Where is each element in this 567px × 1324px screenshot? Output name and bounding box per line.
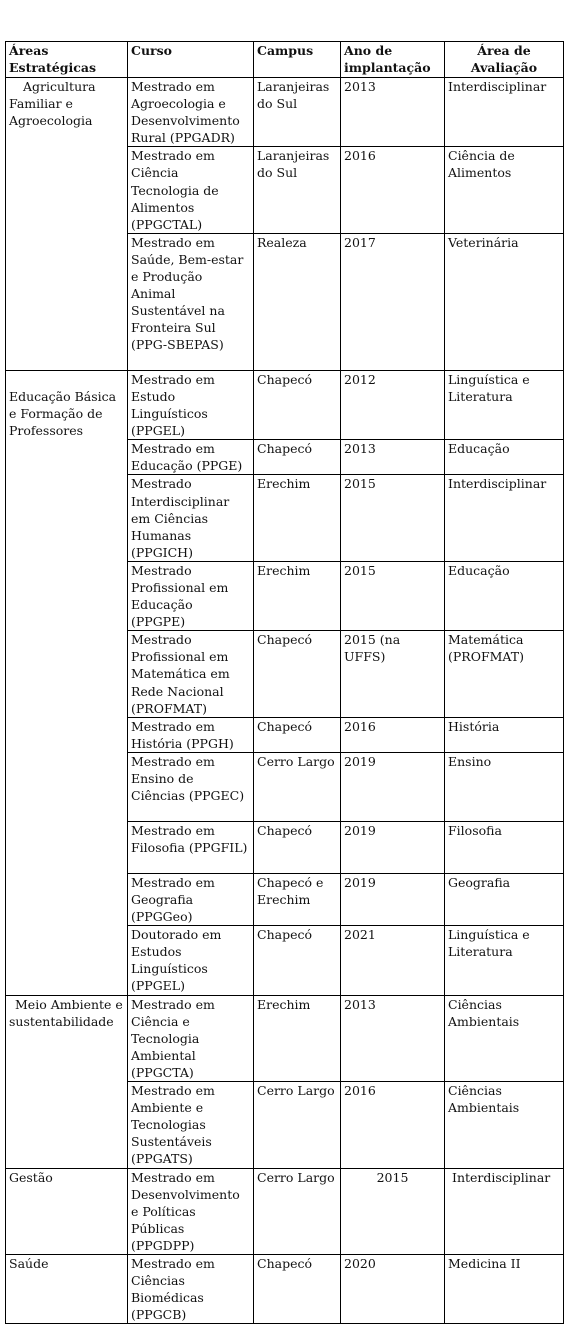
campus-cell: Cerro Largo [254,1168,341,1254]
campus-cell: Realeza [254,233,341,370]
campus-cell: Laranjeiras do Sul [254,147,341,233]
campus-cell: Chapecó [254,821,341,873]
table-row [6,78,564,147]
campus-cell: Chapecó [254,440,341,475]
course-cell: Mestrado em Educação (PPGE) [128,440,254,475]
year-cell: 2015 [341,561,445,630]
area-cell-health: Saúde [6,1254,128,1323]
evaluation-cell: Linguística e Literatura [445,926,564,995]
header-year: Ano de implantação [341,42,445,78]
course-cell: Mestrado Profissional em Educação (PPGPE) [128,561,254,630]
course-cell: Mestrado em Ciência e Tecnologia Ambiental (PPGCTA) [128,995,254,1081]
campus-cell: Erechim [254,995,341,1081]
course-cell: Mestrado em Estudo Linguísticos (PPGEL) [128,370,254,439]
campus-cell: Cerro Largo [254,752,341,821]
year-cell: 2021 [341,926,445,995]
year-cell: 2013 [341,78,445,147]
header-evaluation: Área de Avaliação [445,42,564,78]
course-cell: Mestrado em História (PPGH) [128,717,254,752]
course-cell: Mestrado Interdisciplinar em Ciências Humanas (PPGICH) [128,475,254,561]
campus-cell: Cerro Largo [254,1082,341,1168]
evaluation-cell: Ciências Ambientais [445,1082,564,1168]
header-campus: Campus [254,42,341,78]
course-cell: Mestrado em Ciência Tecnologia de Alimentos (PPGCTAL) [128,147,254,233]
course-cell: Mestrado em Ambiente e Tecnologias Sustentáveis (PPGATS) [128,1082,254,1168]
evaluation-cell: Matemática (PROFMAT) [445,631,564,717]
evaluation-cell: Interdisciplinar [445,1168,564,1254]
area-label: Agricultura Familiar e Agroecologia [9,79,96,129]
evaluation-cell: Linguística e Literatura [445,370,564,439]
evaluation-cell: Ciência de Alimentos [445,147,564,233]
evaluation-cell: Ciências Ambientais [445,995,564,1081]
campus-cell: Erechim [254,561,341,630]
campus-cell: Chapecó [254,717,341,752]
area-cell-management: Gestão [6,1168,128,1254]
evaluation-cell: Educação [445,561,564,630]
year-cell: 2013 [341,995,445,1081]
area-label: Educação Básica e Formação de Professores [9,388,117,439]
evaluation-cell: Educação [445,440,564,475]
year-cell: 2019 [341,821,445,873]
year-cell: 2019 [341,752,445,821]
table-row [6,1168,564,1254]
header-areas: Áreas Estratégicas [6,42,128,78]
programs-table [5,41,564,1324]
year-cell: 2020 [341,1254,445,1323]
course-cell: Mestrado em Desenvolvimento e Políticas Públicas (PPGDPP) [128,1168,254,1254]
course-cell: Mestrado em Saúde, Bem-estar e Produção Animal Sustentável na Fronteira Sul (PPG-SBEPAS) [128,233,254,370]
evaluation-cell: História [445,717,564,752]
area-cell-agriculture [6,78,128,371]
area-cell-education [6,370,128,995]
year-cell: 2016 [341,1082,445,1168]
evaluation-cell: Veterinária [445,233,564,370]
course-cell: Mestrado Profissional em Matemática em Rede Nacional (PROFMAT) [128,631,254,717]
year-cell: 2015 [341,475,445,561]
evaluation-cell: Geografia [445,873,564,925]
evaluation-cell: Interdisciplinar [445,78,564,147]
table-row [6,370,564,439]
area-label: Meio Ambiente e sustentabilidade [9,996,123,1029]
year-cell: 2012 [341,370,445,439]
course-cell: Mestrado em Agroecologia e Desenvolvimento Rural (PPGADR) [128,78,254,147]
campus-cell: Chapecó [254,631,341,717]
course-cell: Mestrado em Ensino de Ciências (PPGEC) [128,752,254,821]
area-cell-environment [6,995,128,1168]
year-cell: 2013 [341,440,445,475]
campus-cell: Erechim [254,475,341,561]
table-header-row [6,42,564,78]
campus-cell: Laranjeiras do Sul [254,78,341,147]
evaluation-cell: Interdisciplinar [445,475,564,561]
evaluation-cell: Ensino [445,752,564,821]
course-cell: Mestrado em Filosofia (PPGFIL) [128,821,254,873]
table-row [6,995,564,1081]
campus-cell: Chapecó e Erechim [254,873,341,925]
campus-cell: Chapecó [254,926,341,995]
year-cell: 2015 [341,1168,445,1254]
campus-cell: Chapecó [254,1254,341,1323]
year-cell: 2016 [341,717,445,752]
year-cell: 2016 [341,147,445,233]
course-cell: Mestrado em Ciências Biomédicas (PPGCB) [128,1254,254,1323]
table-row [6,1254,564,1323]
year-cell: 2019 [341,873,445,925]
header-course: Curso [128,42,254,78]
evaluation-cell: Filosofia [445,821,564,873]
year-cell: 2017 [341,233,445,370]
course-cell: Mestrado em Geografia (PPGGeo) [128,873,254,925]
course-cell: Doutorado em Estudos Linguísticos (PPGEL) [128,926,254,995]
evaluation-cell: Medicina II [445,1254,564,1323]
year-cell: 2015 (na UFFS) [341,631,445,717]
campus-cell: Chapecó [254,370,341,439]
